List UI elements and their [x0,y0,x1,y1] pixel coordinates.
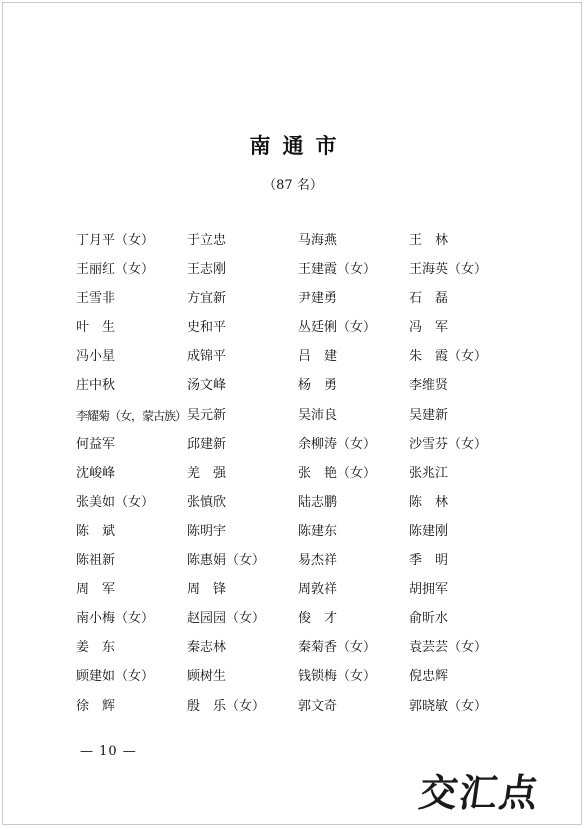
name-entry: 余柳涛（女） [298,436,377,452]
name-entry: 成锦平 [187,349,227,365]
name-entry: 汤文峰 [187,378,227,394]
name-entry: 徐 辉 [76,698,116,714]
name-entry: 庄中秋 [76,378,116,394]
name-entry: 陈建刚 [409,523,449,539]
name-entry: 石 磊 [409,291,449,307]
name-entry: 殷 乐（女） [187,698,266,714]
name-entry: 张兆江 [409,465,449,481]
name-entry: 袁芸芸（女） [409,640,488,656]
name-entry: 王志刚 [187,262,227,278]
name-entry: 吴元新 [187,407,227,423]
name-entry: 秦志林 [187,640,227,656]
name-entry: 俊 才 [298,611,338,627]
name-entry: 羌 强 [187,465,227,481]
name-entry: 吴建新 [409,407,449,423]
name-entry: 陈建东 [298,523,338,539]
name-entry: 方宜新 [187,291,227,307]
name-entry: 张慎欣 [187,494,227,510]
name-entry: 胡拥军 [409,582,449,598]
name-entry: 冯小星 [76,349,116,365]
name-entry: 郭文奇 [298,698,338,714]
name-entry: 周 锋 [187,582,227,598]
name-entry: 杨 勇 [298,378,338,394]
name-entry: 郭晓敏（女） [409,698,488,714]
name-entry: 沙雪芬（女） [409,436,488,452]
name-entry: 张美如（女） [76,494,155,510]
name-list [76,232,516,727]
name-entry: 顾建如（女） [76,669,155,685]
name-entry: 陈明宇 [187,523,227,539]
name-entry: 吕 建 [298,349,338,365]
name-entry: 王建霞（女） [298,262,377,278]
name-entry: 冯 军 [409,320,449,336]
name-entry: 俞昕水 [409,611,449,627]
name-entry: 王海英（女） [409,262,488,278]
name-entry: 马海燕 [298,233,338,248]
name-entry: 于立忠 [187,233,227,248]
name-entry: 季 明 [409,553,449,569]
name-entry: 吴沛良 [298,407,338,423]
name-entry: 周敦祥 [298,582,338,598]
name-entry: 李耀菊（女，蒙古族） [76,408,187,423]
name-entry: 陈 斌 [76,523,116,539]
page-title: 南通市 [249,133,349,158]
name-entry: 陈祖新 [76,553,116,569]
name-entry: 张 艳（女） [298,465,377,481]
name-entry: 陈 林 [409,494,449,510]
name-entry: 朱 霞（女） [409,349,488,365]
name-entry: 顾树生 [187,669,227,685]
name-entry: 李维贤 [409,378,449,394]
name-entry: 叶 生 [76,320,116,336]
name-entry: 邱建新 [187,436,227,452]
name-entry: 易杰祥 [298,553,338,569]
name-entry: 何益军 [76,436,116,452]
name-entry: 史和平 [187,320,227,336]
name-entry: 王 林 [409,233,449,248]
name-entry: 倪忠辉 [409,669,449,685]
name-entry: 丁月平（女） [76,233,155,248]
page-number: — 10 — [80,744,137,759]
name-entry: 周 军 [76,582,116,598]
name-entry: 姜 东 [76,640,116,656]
name-entry: 陈惠娟（女） [187,553,266,569]
name-entry: 赵园园（女） [187,611,266,627]
name-entry: 陆志鹏 [298,494,338,510]
name-entry: 钱锁梅（女） [298,669,377,685]
name-entry: 尹建勇 [298,291,338,307]
honoree-count: （87 名） [263,178,323,193]
name-entry: 王雪非 [76,291,116,307]
name-entry: 秦菊香（女） [298,640,377,656]
name-entry: 南小梅（女） [76,611,155,627]
name-entry: 王丽红（女） [76,262,155,278]
watermark-logo: 交汇点 [416,770,543,815]
name-entry: 丛廷俐（女） [298,320,377,336]
name-entry: 沈峻峰 [76,465,116,481]
